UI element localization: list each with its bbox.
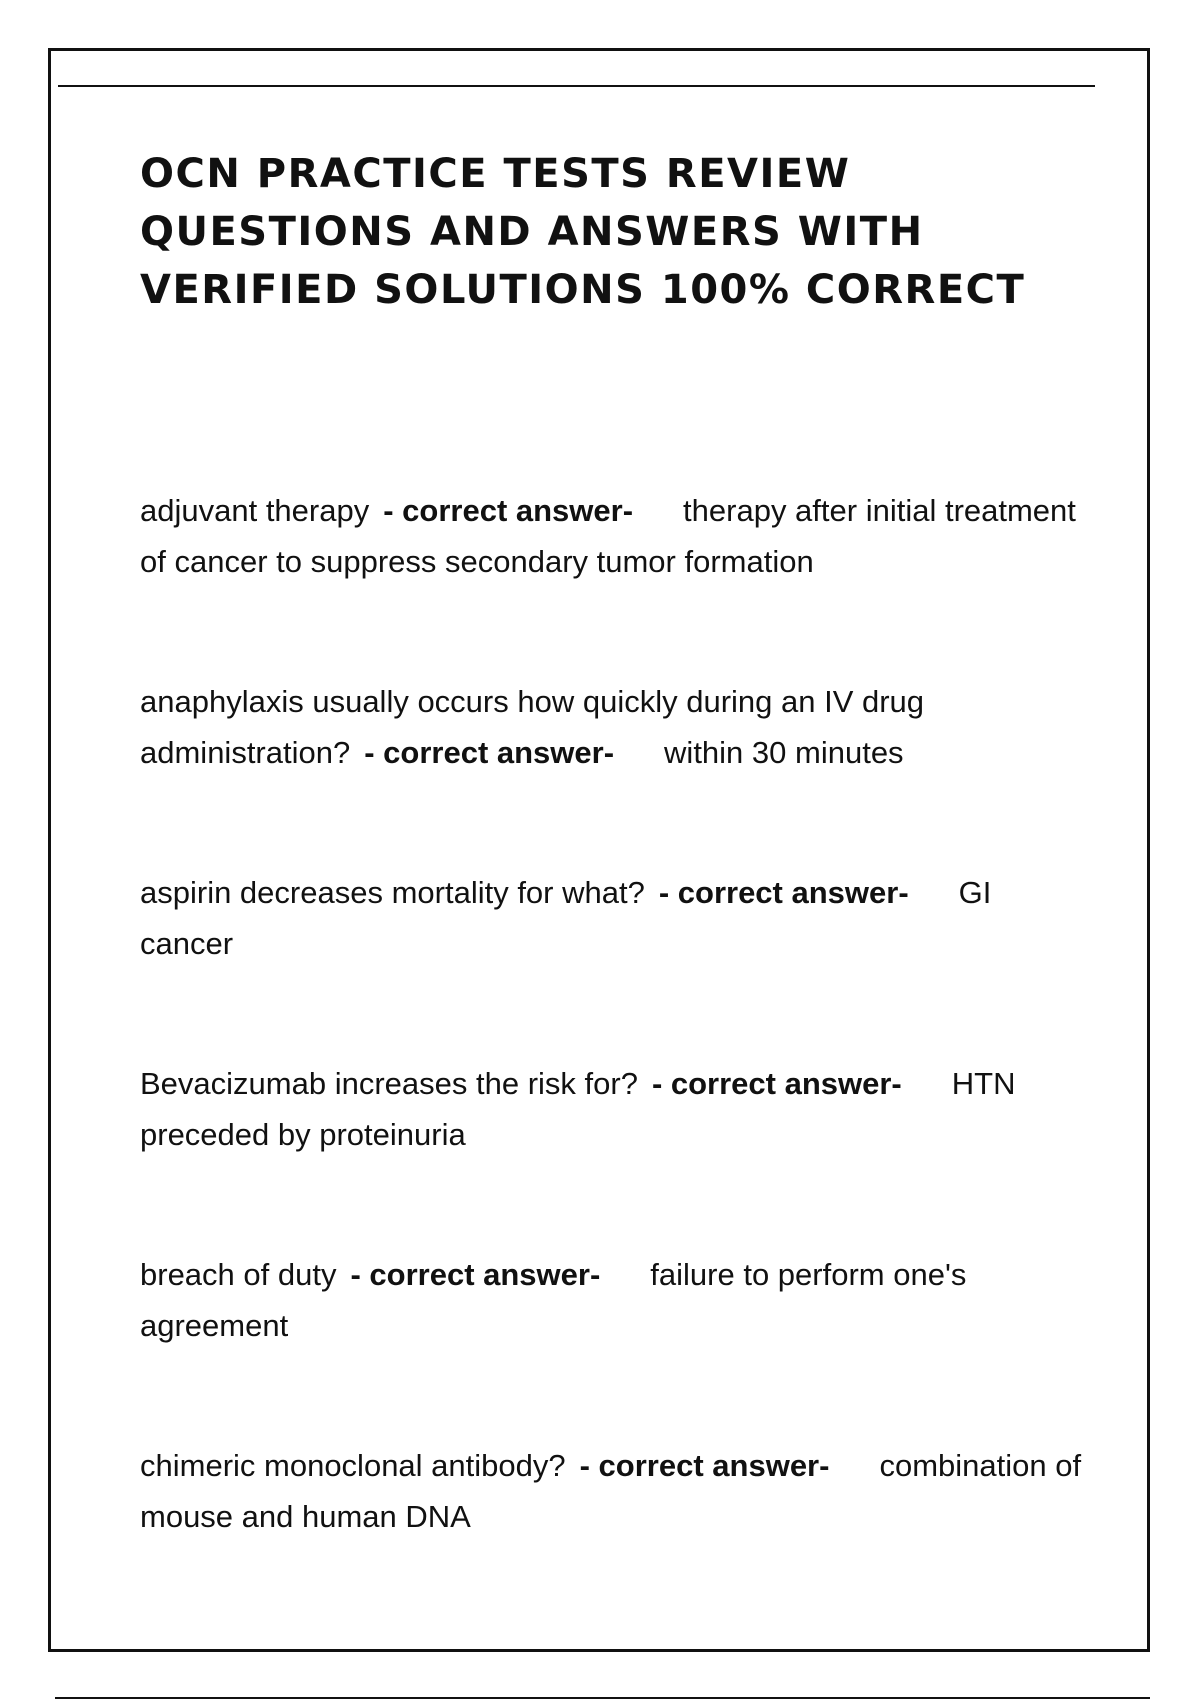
qa-answer: within 30 minutes bbox=[664, 735, 904, 770]
bottom-divider bbox=[55, 1697, 1150, 1699]
qa-question: aspirin decreases mortality for what? bbox=[140, 875, 645, 910]
qa-item-aspirin bbox=[140, 867, 1090, 969]
document-title: OCN PRACTICE TESTS REVIEW QUESTIONS AND ANSWERS WITH VERIFIED SOLUTIONS 100% CORRECT bbox=[140, 151, 1026, 313]
qa-answer-label: - correct answer- bbox=[658, 875, 909, 910]
qa-question: breach of duty bbox=[140, 1257, 337, 1292]
qa-list bbox=[140, 485, 1090, 1631]
qa-answer-label: - correct answer- bbox=[383, 493, 634, 528]
qa-question: chimeric monoclonal antibody? bbox=[140, 1448, 566, 1483]
top-divider bbox=[58, 85, 1095, 87]
page-frame bbox=[48, 48, 1150, 1652]
qa-item-breach-of-duty bbox=[140, 1249, 1090, 1351]
qa-item-chimeric-antibody bbox=[140, 1440, 1090, 1542]
qa-question: anaphylaxis usually occurs how quickly during an IV drug administration? bbox=[140, 684, 925, 770]
qa-answer-label: - correct answer- bbox=[651, 1066, 902, 1101]
qa-item-bevacizumab bbox=[140, 1058, 1090, 1160]
qa-answer: HTN preceded by proteinuria bbox=[140, 1066, 1016, 1152]
qa-item-anaphylaxis bbox=[140, 676, 1090, 778]
qa-answer-label: - correct answer- bbox=[364, 735, 615, 770]
qa-answer: therapy after initial treatment of cancer to suppress secondary tumor formation bbox=[140, 493, 1076, 579]
qa-answer-label: - correct answer- bbox=[579, 1448, 830, 1483]
qa-answer-label: - correct answer- bbox=[350, 1257, 601, 1292]
qa-question: Bevacizumab increases the risk for? bbox=[140, 1066, 638, 1101]
qa-question: adjuvant therapy bbox=[140, 493, 370, 528]
qa-answer: GI cancer bbox=[140, 875, 992, 961]
qa-answer: combination of mouse and human DNA bbox=[140, 1448, 1082, 1534]
qa-item-adjuvant-therapy bbox=[140, 485, 1090, 587]
qa-answer: failure to perform one's agreement bbox=[140, 1257, 967, 1343]
